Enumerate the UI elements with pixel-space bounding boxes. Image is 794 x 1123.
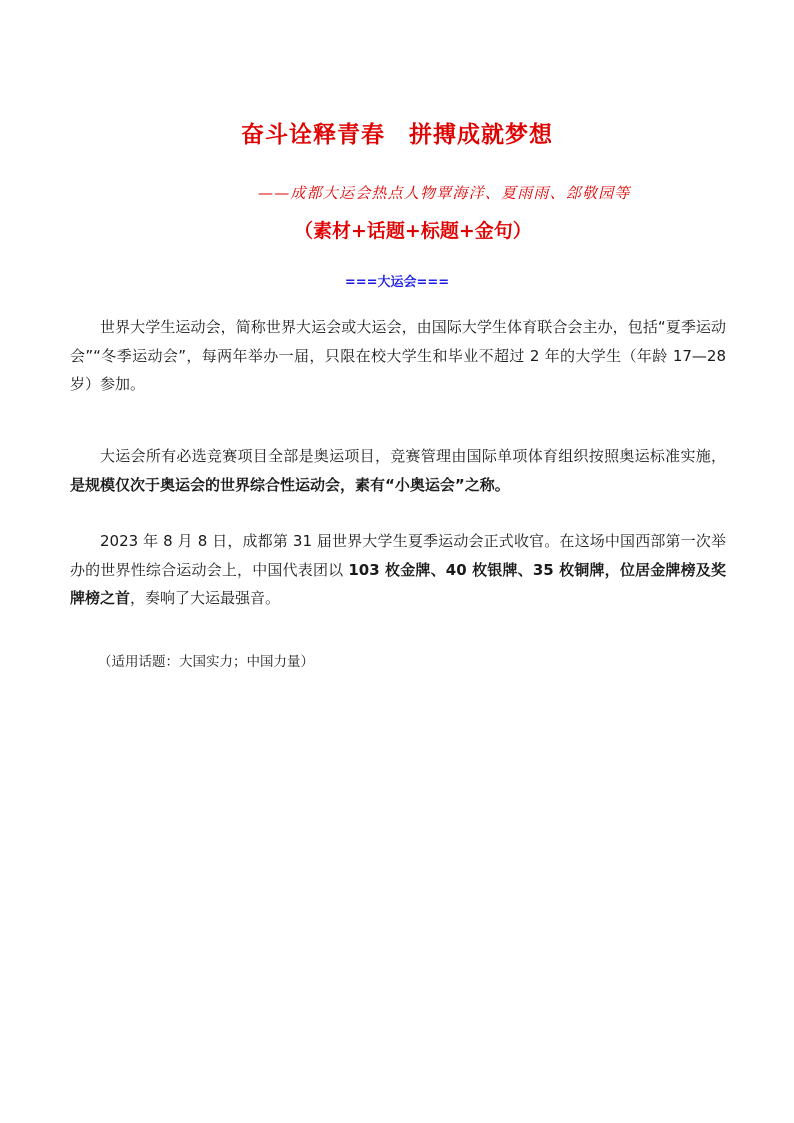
section-heading: ===大运会=== [344, 275, 450, 290]
paragraph-competition-text: 大运会所有必选竞赛项目全部是奥运项目，竞赛管理由国际单项体育组织按照奥运标准实施， [100, 447, 726, 465]
applicable-topics: （适用话题：大国实力；中国力量） [98, 654, 314, 670]
paragraph-intro-text: 世界大学生运动会，简称世界大运会或大运会，由国际大学生体育联合会主办，包括“夏季运动会”“冬季运动会”，每两年举办一届，只限在校大学生和毕业不超过 2 年的大学生（年龄 17—28 岁）参加。 [70, 318, 726, 393]
page-title: 奋斗诠释青春 拼搏成就梦想 [241, 122, 553, 148]
paragraph-competition-emphasis: 是规模仅次于奥运会的世界综合性运动会，素有“小奥运会”之称。 [70, 475, 510, 494]
paragraph-results [70, 527, 726, 613]
paragraph-intro [70, 313, 726, 399]
paragraph-results-text: 2023 年 8 月 8 日，成都第 31 届世界大学生夏季运动会正式收官。在这场中国西部第一次举办的世界性综合运动会上，中国代表团以 [70, 532, 726, 579]
paragraph-results-ending: ，奏响了大运最强音。 [130, 589, 281, 607]
material-tags: （素材+话题+标题+金句） [294, 220, 532, 242]
paragraph-competition [70, 442, 726, 499]
page-subtitle: ——成都大运会热点人物覃海洋、夏雨雨、郐敬园等 [258, 184, 631, 202]
paragraph-results-emphasis: 103 枚金牌、40 枚银牌、35 枚铜牌，位居金牌榜及奖牌榜之首 [70, 560, 726, 607]
